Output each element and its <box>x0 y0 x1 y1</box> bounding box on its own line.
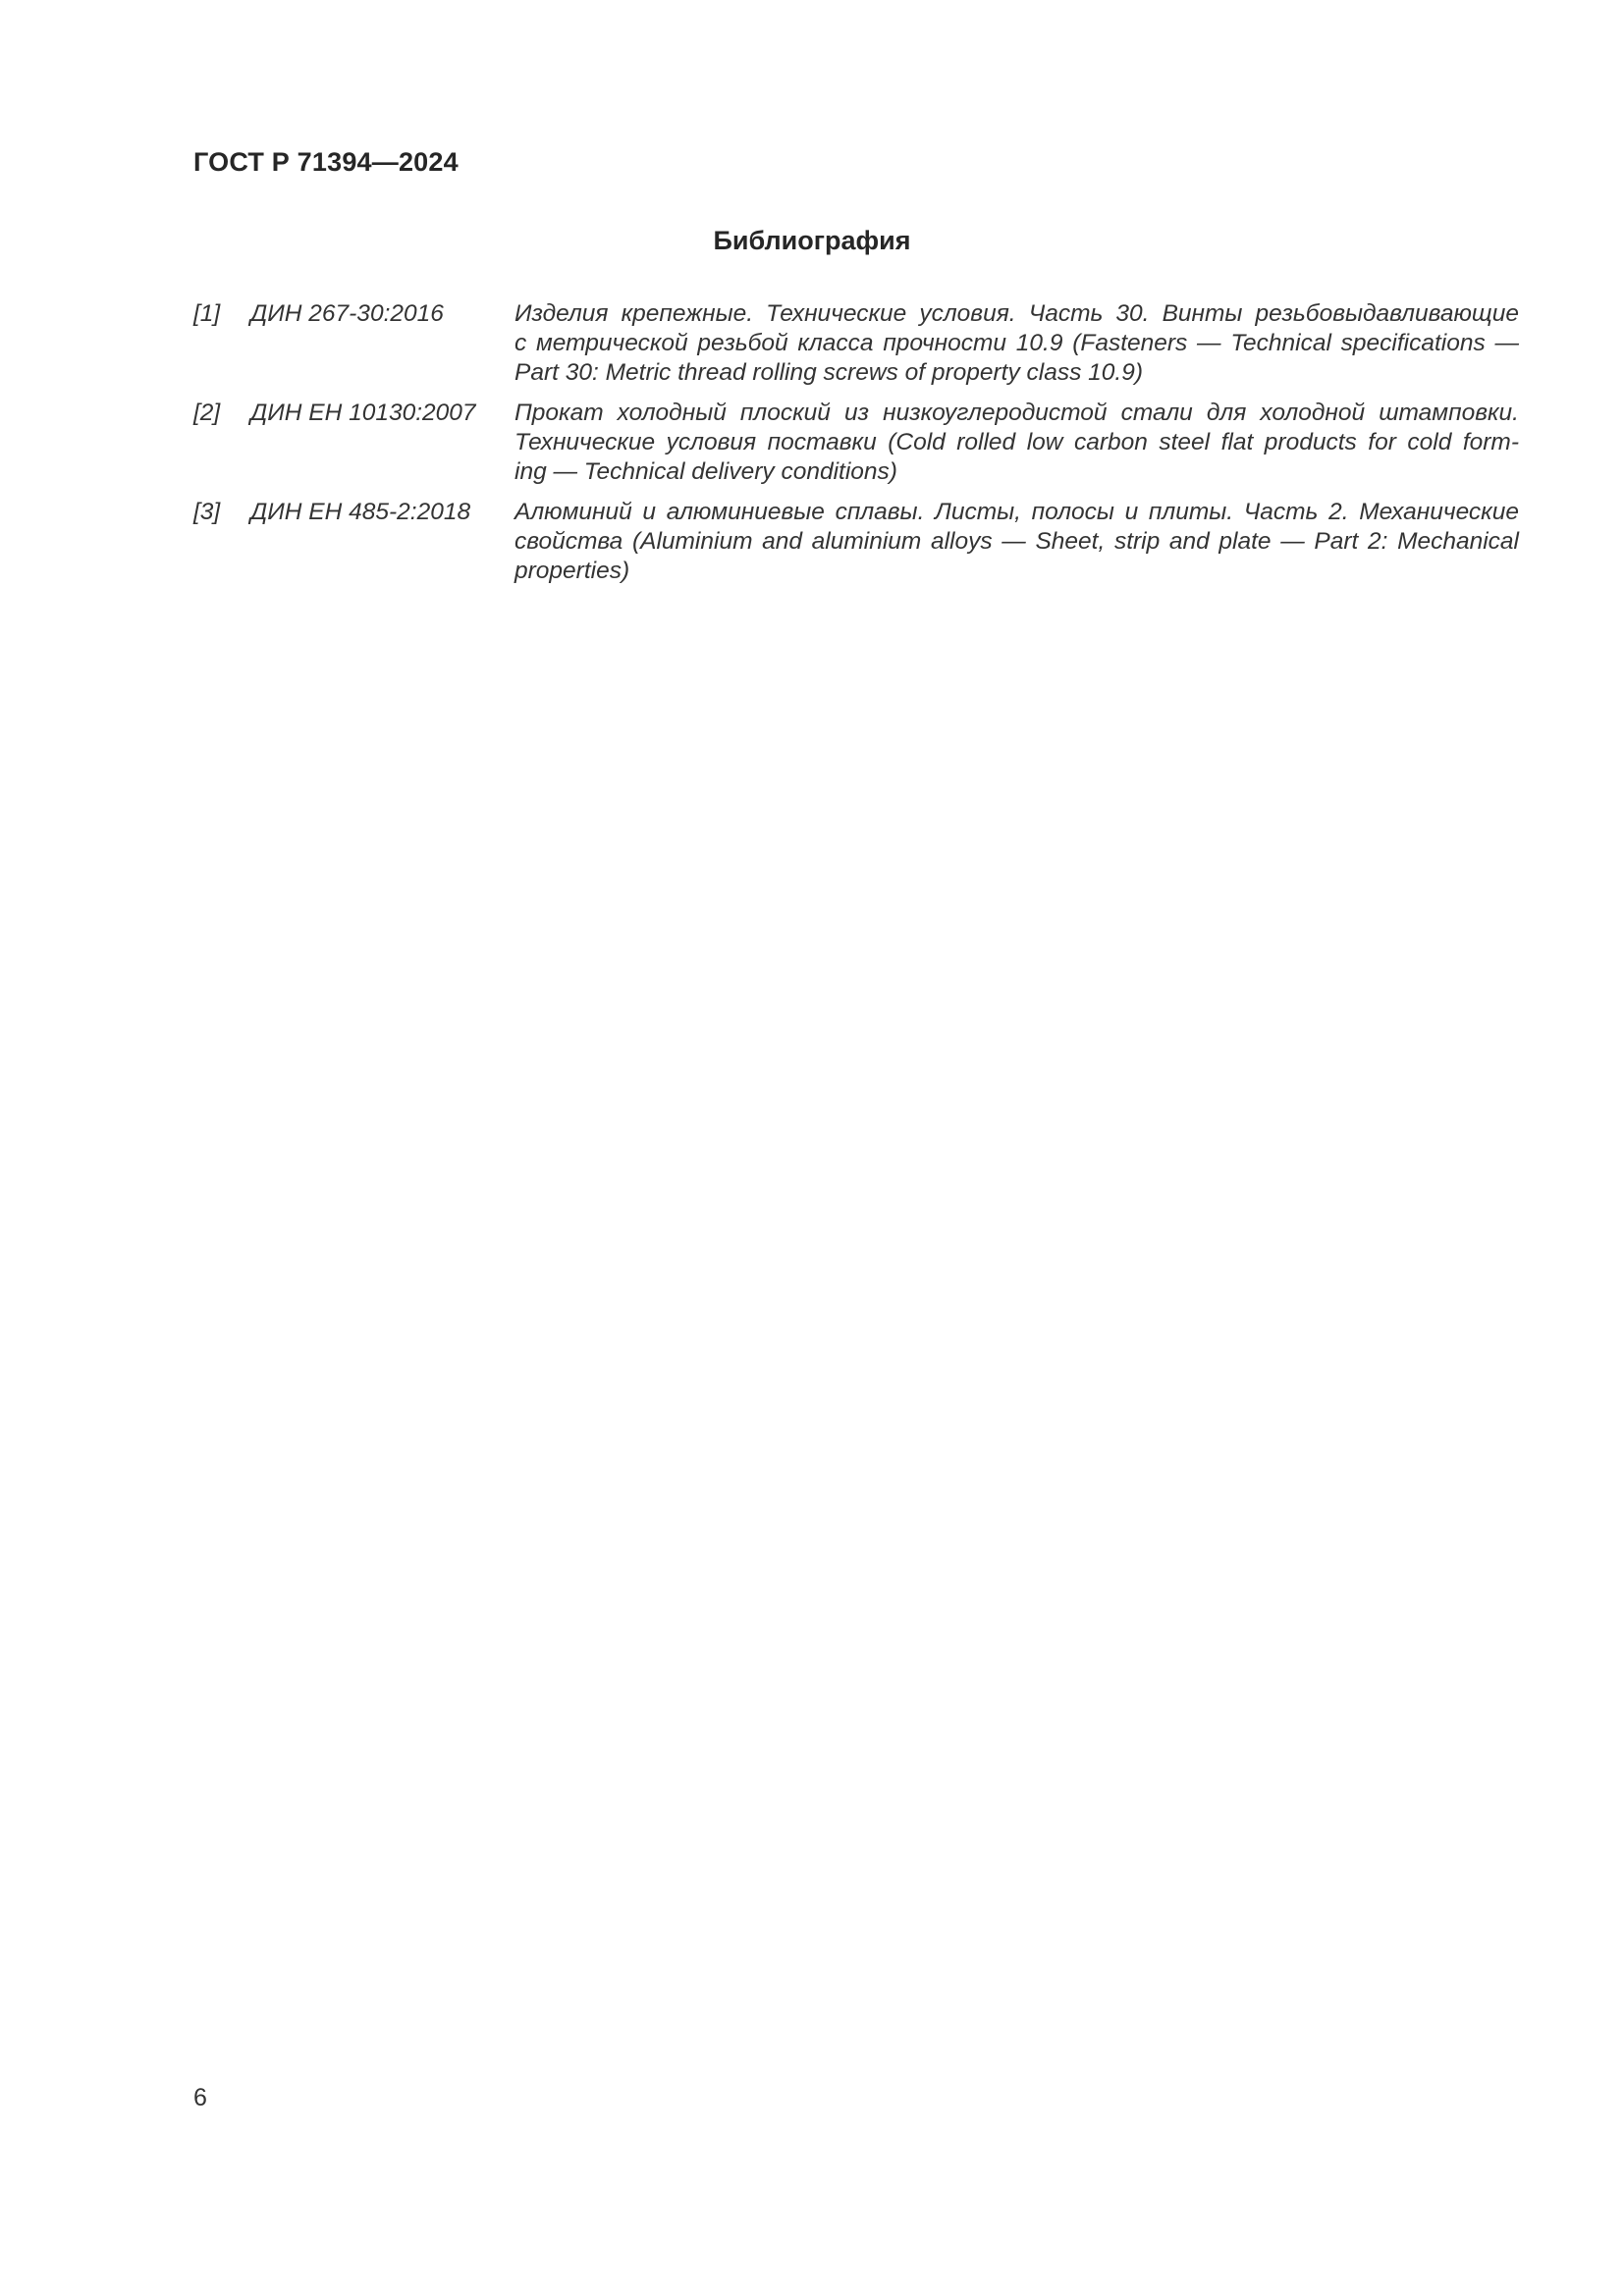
reference-title-line: свойства (Aluminium and aluminium alloys — Sheet, strip and plate — Part 2: Mechanical <box>514 528 1519 555</box>
section-title: Библиография <box>713 226 911 255</box>
reference-title-line: Технические условия поставки (Cold rolled low carbon steel flat products for cold form- <box>514 429 1519 455</box>
reference-number: [1] <box>193 300 221 327</box>
reference-code: ДИН 267-30:2016 <box>250 300 444 327</box>
page-number: 6 <box>193 2084 207 2111</box>
reference-number: [2] <box>193 400 221 426</box>
reference-title-line: Алюминий и алюминиевые сплавы. Листы, полосы и плиты. Часть 2. Механические <box>514 499 1519 525</box>
reference-title <box>514 299 1519 388</box>
reference-title-line: Прокат холодный плоский из низкоуглеродистой стали для холодной штамповки. <box>514 400 1519 426</box>
reference-title-line: Изделия крепежные. Технические условия. Часть 30. Винты резьбовыдавливающие <box>514 300 1519 327</box>
bibliography-entry-2 <box>193 399 1519 487</box>
reference-title <box>514 498 1519 586</box>
bibliography-list <box>193 299 1519 586</box>
reference-title <box>514 399 1519 487</box>
bibliography-entry-3 <box>193 498 1519 586</box>
reference-title-line: Part 30: Metric thread rolling screws of property class 10.9) <box>514 359 1143 386</box>
reference-title-line: properties) <box>514 558 630 584</box>
document-code: ГОСТ Р 71394—2024 <box>193 147 459 177</box>
reference-title-line: с метрической резьбой класса прочности 10.9 (Fasteners — Technical specifications — <box>514 330 1519 356</box>
reference-title-line: ing — Technical delivery conditions) <box>514 458 897 485</box>
reference-code: ДИН ЕН 485-2:2018 <box>250 499 471 525</box>
bibliography-entry-1 <box>193 299 1519 388</box>
reference-number: [3] <box>193 499 221 525</box>
reference-code: ДИН ЕН 10130:2007 <box>250 400 476 426</box>
